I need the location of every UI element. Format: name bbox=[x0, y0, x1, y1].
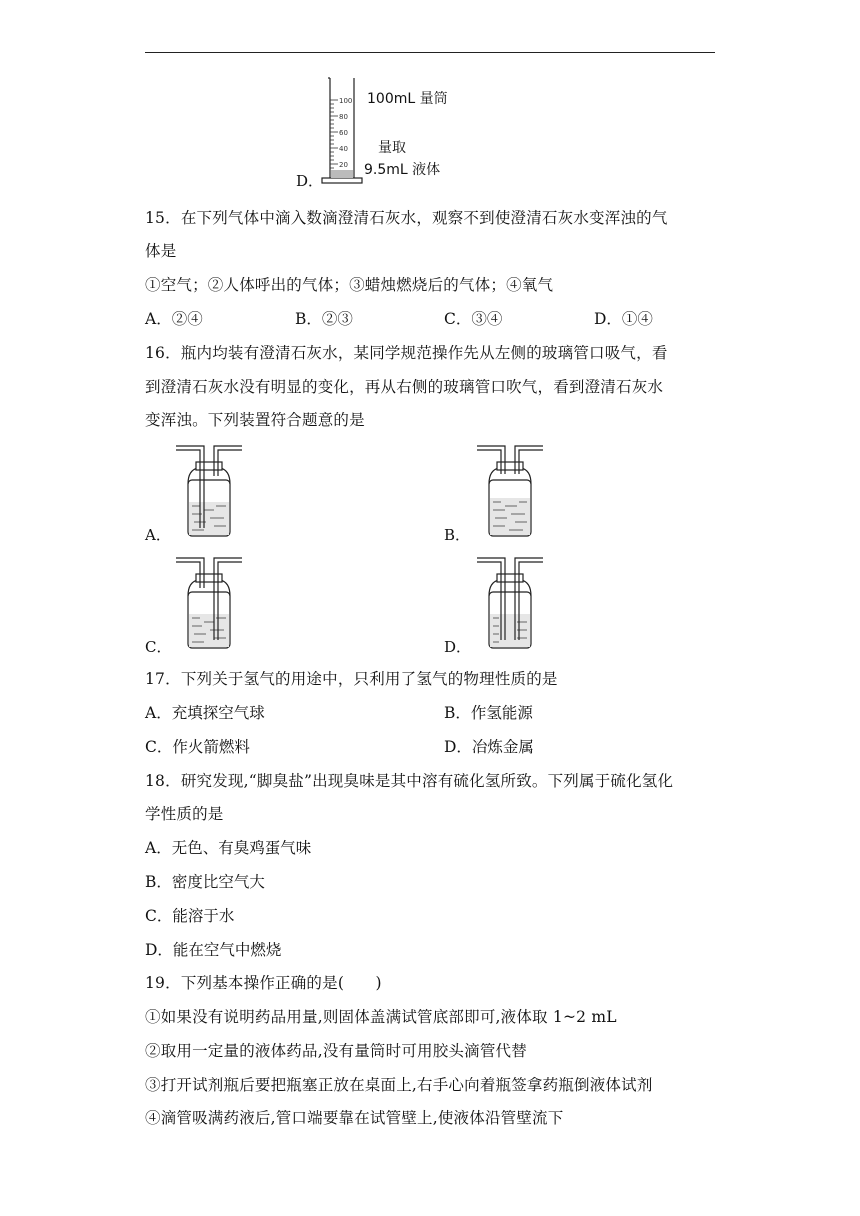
q16-stem-line2: 到澄清石灰水没有明显的变化，再从右侧的玻璃管口吹气，看到澄清石灰水 bbox=[145, 378, 664, 396]
q19-item-2: ②取用一定量的液体药品,没有量筒时可用胶头滴管代替 bbox=[145, 1042, 527, 1060]
q19-item-1: ①如果没有说明药品用量,则固体盖满试管底部即可,液体取 1~2 mL bbox=[145, 1008, 617, 1026]
q16-option-d[interactable]: D． bbox=[444, 638, 472, 656]
measure-label: 量取 bbox=[378, 140, 406, 156]
q19-item-4: ④滴管吸满药液后,管口端要靠在试管壁上,使液体沿管壁流下 bbox=[145, 1109, 564, 1127]
gas-bottle-c-figure bbox=[170, 552, 246, 652]
q15-items: ①空气；②人体呼出的气体；③蜡烛燃烧后的气体；④氧气 bbox=[145, 276, 554, 294]
q16-option-b[interactable]: B． bbox=[444, 526, 471, 544]
q17-option-d[interactable]: D．冶炼金属 bbox=[444, 738, 534, 756]
q17-stem: 17．下列关于氢气的用途中，只利用了氢气的物理性质的是 bbox=[145, 670, 558, 688]
q19-stem: 19．下列基本操作正确的是( ) bbox=[145, 974, 382, 992]
gas-bottle-d-figure bbox=[473, 552, 549, 652]
gas-bottle-a-figure bbox=[170, 440, 246, 540]
q15-option-b[interactable]: B．②③ bbox=[295, 310, 353, 328]
cylinder-capacity-label: 100mL 量筒 bbox=[367, 91, 448, 107]
gas-bottle-b-figure bbox=[473, 440, 549, 540]
q18-option-c[interactable]: C．能溶于水 bbox=[145, 907, 235, 925]
header-rule bbox=[145, 52, 715, 53]
q18-option-d[interactable]: D．能在空气中燃烧 bbox=[145, 941, 282, 959]
q15-option-a[interactable]: A．②④ bbox=[145, 310, 203, 328]
q15-stem-line1: 15．在下列气体中滴入数滴澄清石灰水，观察不到使澄清石灰水变浑浊的气 bbox=[145, 209, 668, 227]
q15-option-c[interactable]: C．③④ bbox=[444, 310, 503, 328]
q17-option-a[interactable]: A．充填探空气球 bbox=[145, 704, 265, 722]
q15-stem-line2: 体是 bbox=[145, 242, 177, 260]
q15-option-d[interactable]: D．①④ bbox=[594, 310, 653, 328]
scale-mark-100: 100 bbox=[339, 97, 353, 105]
q18-stem-line2: 学性质的是 bbox=[145, 805, 224, 823]
scale-mark-20: 20 bbox=[339, 161, 348, 169]
q16-stem-line3: 变浑浊。下列装置符合题意的是 bbox=[145, 411, 365, 429]
q19-item-3: ③打开试剂瓶后要把瓶塞正放在桌面上,右手心向着瓶签拿药瓶倒液体试剂 bbox=[145, 1076, 653, 1094]
q16-option-c[interactable]: C． bbox=[145, 638, 172, 656]
q18-stem-line1: 18．研究发现,“脚臭盐”出现臭味是其中溶有硫化氢所致。下列属于硫化氢化 bbox=[145, 772, 674, 790]
q17-option-b[interactable]: B．作氢能源 bbox=[444, 704, 533, 722]
q18-option-a[interactable]: A．无色、有臭鸡蛋气味 bbox=[145, 839, 312, 857]
cylinder-option-label: D． bbox=[296, 172, 324, 190]
graduated-cylinder-figure bbox=[318, 74, 368, 190]
scale-mark-40: 40 bbox=[339, 145, 348, 153]
scale-mark-60: 60 bbox=[339, 129, 348, 137]
volume-label: 9.5mL 液体 bbox=[364, 162, 441, 178]
q16-option-a[interactable]: A． bbox=[145, 526, 171, 544]
q17-option-c[interactable]: C．作火箭燃料 bbox=[145, 738, 250, 756]
q16-stem-line1: 16．瓶内均装有澄清石灰水，某同学规范操作先从左侧的玻璃管口吸气，看 bbox=[145, 344, 668, 362]
scale-mark-80: 80 bbox=[339, 113, 348, 121]
q18-option-b[interactable]: B．密度比空气大 bbox=[145, 873, 265, 891]
